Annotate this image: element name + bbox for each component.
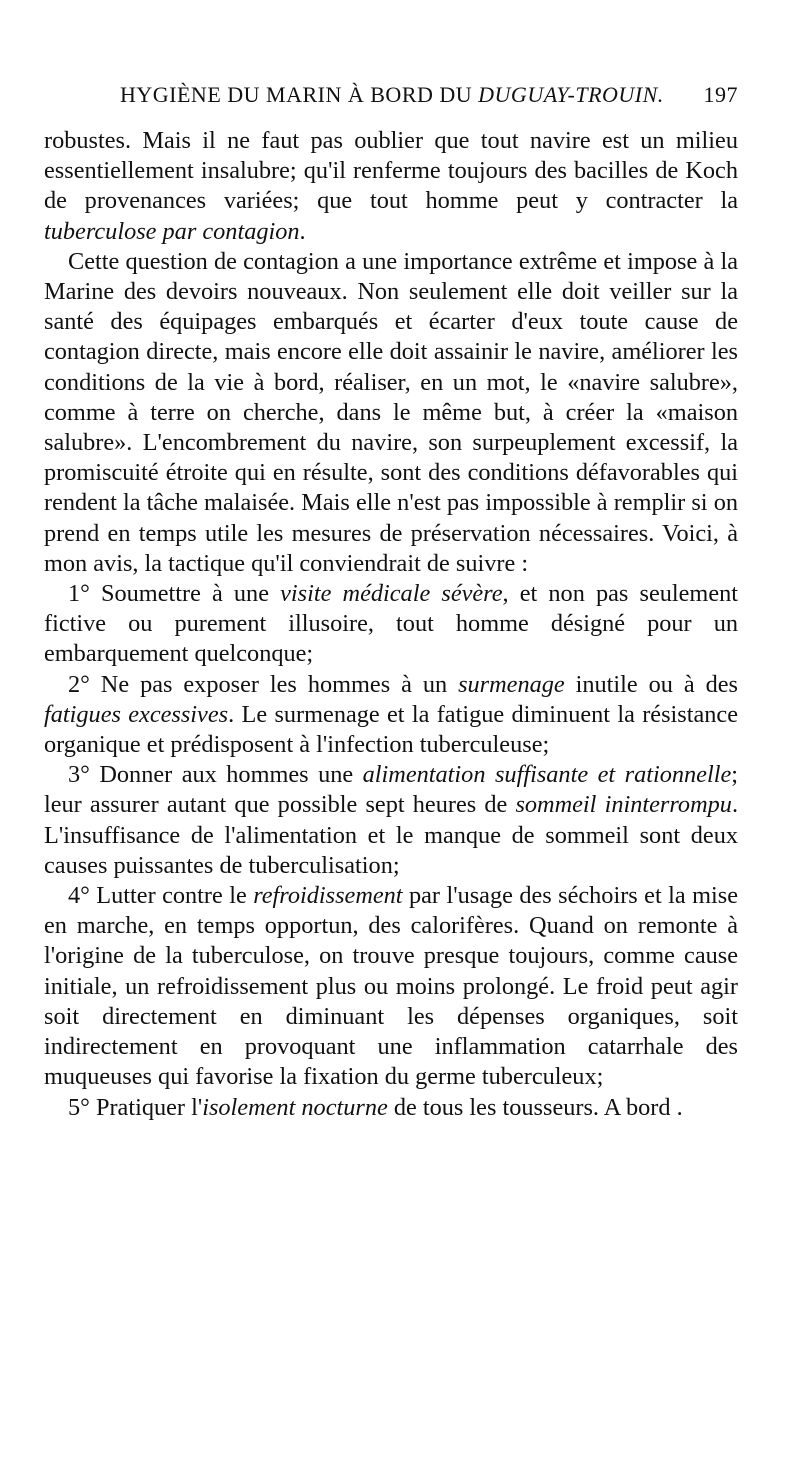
text-run: .	[299, 217, 306, 245]
italic-phrase: surmenage	[458, 670, 565, 698]
text-run: 1° Soumettre à une	[68, 580, 281, 608]
paragraph	[44, 126, 738, 247]
text-run: 4° Lutter contre le	[68, 882, 254, 910]
paragraph	[44, 881, 738, 1092]
text-run: par l'usage des séchoirs et la mise en marche, en temps opportun, des calorifères. Quand on remonte à l'origine de la tuberculose, on trouve presque toujours, comme cause initiale, un refroidissement plus ou moins prolongé. Le froid peut agir soit directement en diminuant les dépenses organiques, soit indirectement en provoquant une inflammation catarrhale des muqueuses qui favorise la fixation du germe tuberculeux;	[44, 882, 738, 1091]
paragraph	[44, 760, 738, 881]
paragraph	[44, 247, 738, 579]
running-title-prefix: HYGIÈNE DU MARIN À BORD DU	[120, 82, 479, 107]
text-run: . L'insuffisance de l'alimentation et le manque de sommeil sont deux causes puissantes de tuberculisation;	[44, 791, 739, 879]
italic-phrase: isolement nocturne	[202, 1093, 388, 1121]
running-title	[120, 82, 664, 108]
paragraph	[44, 670, 738, 761]
text-run: robustes. Mais il ne faut pas oublier que tout navire est un milieu essentiellement insalubre; qu'il renferme toujours des bacilles de Koch de provenances variées; que tout homme peut y contracter la	[44, 127, 738, 215]
italic-phrase: fatigues excessives	[44, 700, 229, 728]
text-run: inutile ou à des	[564, 670, 738, 698]
italic-phrase: refroidissement	[253, 882, 403, 910]
italic-phrase: alimentation suffisante et rationnelle	[362, 761, 732, 789]
text-run: . Le surmenage et la fatigue diminuent la résistance organique et prédisposent à l'infection tuberculeuse;	[44, 700, 738, 759]
paragraph	[44, 1093, 738, 1123]
ship-name: DUGUAY-TROUIN.	[478, 82, 664, 107]
page-number: 197	[703, 82, 738, 107]
book-page	[44, 74, 738, 1123]
italic-phrase: visite médicale sévère	[280, 580, 503, 608]
italic-phrase: sommeil ininterrompu	[515, 791, 732, 819]
text-run: de tous les tousseurs. A bord .	[387, 1093, 683, 1121]
text-run: 3° Donner aux hommes une	[68, 761, 363, 789]
paragraph	[44, 579, 738, 670]
text-run: Cette question de contagion a une importance extrême et impose à la Marine des devoirs nouveaux. Non seulement elle doit veiller sur la santé des équipages embarqués et écarter d'eux toute cause de contagion directe, mais encore elle doit assainir le navire, améliorer les conditions de la vie à bord, réaliser, en un mot, le «navire salubre», comme à terre on cherche, dans le même but, à créer la «maison salubre». L'encombrement du navire, son surpeuplement excessif, la promiscuité étroite qui en résulte, sont des conditions défavorables qui rendent la tâche malaisée. Mais elle n'est pas impossible à remplir si on prend en temps utile les mesures de préservation nécessaires. Voici, à mon avis, la tactique qu'il conviendrait de suivre :	[44, 247, 738, 577]
text-run: ; leur assurer autant que possible sept heures de	[44, 761, 738, 819]
text-run: , et non pas seulement fictive ou purement illusoire, tout homme désigné pour un embarquement quelconque;	[44, 580, 739, 668]
running-head	[44, 74, 738, 114]
body-text	[44, 126, 738, 1123]
italic-phrase: tuberculose par contagion	[44, 217, 300, 245]
text-run: 2° Ne pas exposer les hommes à un	[68, 670, 459, 698]
text-run: 5° Pratiquer l'	[68, 1093, 203, 1121]
